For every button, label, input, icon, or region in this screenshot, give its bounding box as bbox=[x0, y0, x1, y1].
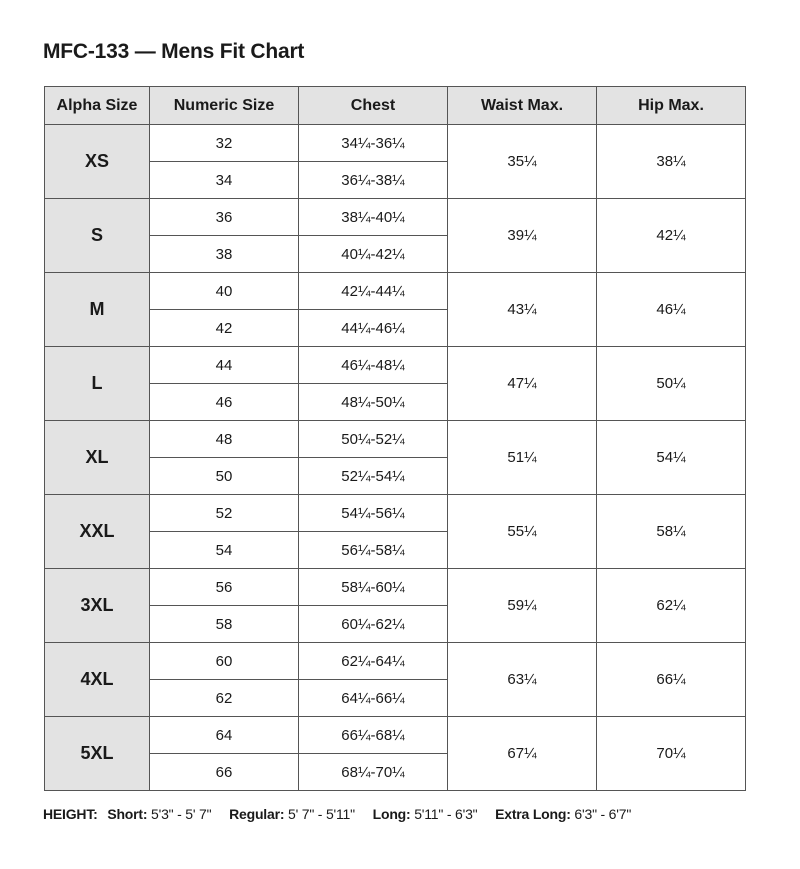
waist-max-cell: 51¼ bbox=[448, 421, 597, 495]
chest-cell: 48¼-50¼ bbox=[299, 384, 448, 421]
numeric-size-cell: 60 bbox=[150, 643, 299, 680]
hip-max-cell: 54¼ bbox=[597, 421, 746, 495]
height-label: HEIGHT: bbox=[43, 806, 98, 822]
numeric-size-cell: 34 bbox=[150, 162, 299, 199]
waist-max-cell: 67¼ bbox=[448, 717, 597, 791]
height-long-label: Long: bbox=[372, 806, 411, 822]
numeric-size-cell: 32 bbox=[150, 125, 299, 162]
numeric-size-cell: 42 bbox=[150, 310, 299, 347]
table-body bbox=[45, 125, 746, 791]
alpha-size-cell: 4XL bbox=[45, 643, 150, 717]
chest-cell: 66¼-68¼ bbox=[299, 717, 448, 754]
header-alpha-size: Alpha Size bbox=[45, 87, 150, 125]
numeric-size-cell: 44 bbox=[150, 347, 299, 384]
alpha-size-cell: 3XL bbox=[45, 569, 150, 643]
numeric-size-cell: 64 bbox=[150, 717, 299, 754]
alpha-size-cell: XXL bbox=[45, 495, 150, 569]
table-row bbox=[45, 643, 746, 680]
height-short-value: 5'3" - 5' 7" bbox=[151, 806, 212, 822]
waist-max-cell: 43¼ bbox=[448, 273, 597, 347]
chest-cell: 56¼-58¼ bbox=[299, 532, 448, 569]
chest-cell: 50¼-52¼ bbox=[299, 421, 448, 458]
numeric-size-cell: 52 bbox=[150, 495, 299, 532]
numeric-size-cell: 62 bbox=[150, 680, 299, 717]
numeric-size-cell: 48 bbox=[150, 421, 299, 458]
numeric-size-cell: 46 bbox=[150, 384, 299, 421]
hip-max-cell: 50¼ bbox=[597, 347, 746, 421]
chest-cell: 34¼-36¼ bbox=[299, 125, 448, 162]
header-numeric-size: Numeric Size bbox=[150, 87, 299, 125]
table-row bbox=[45, 421, 746, 458]
header-row bbox=[45, 87, 746, 125]
waist-max-cell: 47¼ bbox=[448, 347, 597, 421]
table-row bbox=[45, 125, 746, 162]
header-chest: Chest bbox=[299, 87, 448, 125]
numeric-size-cell: 56 bbox=[150, 569, 299, 606]
table-row bbox=[45, 273, 746, 310]
hip-max-cell: 58¼ bbox=[597, 495, 746, 569]
alpha-size-cell: XL bbox=[45, 421, 150, 495]
alpha-size-cell: L bbox=[45, 347, 150, 421]
height-long bbox=[373, 806, 478, 822]
chest-cell: 54¼-56¼ bbox=[299, 495, 448, 532]
chest-cell: 64¼-66¼ bbox=[299, 680, 448, 717]
numeric-size-cell: 66 bbox=[150, 754, 299, 791]
numeric-size-cell: 54 bbox=[150, 532, 299, 569]
height-extra-long-label: Extra Long: bbox=[495, 806, 571, 822]
table-row bbox=[45, 347, 746, 384]
chest-cell: 44¼-46¼ bbox=[299, 310, 448, 347]
chest-cell: 36¼-38¼ bbox=[299, 162, 448, 199]
hip-max-cell: 66¼ bbox=[597, 643, 746, 717]
numeric-size-cell: 38 bbox=[150, 236, 299, 273]
hip-max-cell: 38¼ bbox=[597, 125, 746, 199]
table-row bbox=[45, 717, 746, 754]
header-hip-max: Hip Max. bbox=[597, 87, 746, 125]
table-row bbox=[45, 495, 746, 532]
numeric-size-cell: 50 bbox=[150, 458, 299, 495]
waist-max-cell: 63¼ bbox=[448, 643, 597, 717]
numeric-size-cell: 40 bbox=[150, 273, 299, 310]
height-legend bbox=[43, 806, 645, 822]
chest-cell: 68¼-70¼ bbox=[299, 754, 448, 791]
chest-cell: 42¼-44¼ bbox=[299, 273, 448, 310]
height-short bbox=[107, 806, 211, 822]
hip-max-cell: 42¼ bbox=[597, 199, 746, 273]
height-short-label: Short: bbox=[107, 806, 148, 822]
chest-cell: 46¼-48¼ bbox=[299, 347, 448, 384]
waist-max-cell: 39¼ bbox=[448, 199, 597, 273]
chest-cell: 58¼-60¼ bbox=[299, 569, 448, 606]
alpha-size-cell: XS bbox=[45, 125, 150, 199]
chest-cell: 62¼-64¼ bbox=[299, 643, 448, 680]
waist-max-cell: 35¼ bbox=[448, 125, 597, 199]
chest-cell: 38¼-40¼ bbox=[299, 199, 448, 236]
chest-cell: 52¼-54¼ bbox=[299, 458, 448, 495]
height-extra-long bbox=[495, 806, 631, 822]
height-regular bbox=[229, 806, 355, 822]
chest-cell: 40¼-42¼ bbox=[299, 236, 448, 273]
height-regular-value: 5' 7" - 5'11" bbox=[288, 806, 355, 822]
height-long-value: 5'11" - 6'3" bbox=[414, 806, 478, 822]
numeric-size-cell: 36 bbox=[150, 199, 299, 236]
height-regular-label: Regular: bbox=[229, 806, 285, 822]
hip-max-cell: 70¼ bbox=[597, 717, 746, 791]
chest-cell: 60¼-62¼ bbox=[299, 606, 448, 643]
table-row bbox=[45, 199, 746, 236]
hip-max-cell: 46¼ bbox=[597, 273, 746, 347]
waist-max-cell: 55¼ bbox=[448, 495, 597, 569]
hip-max-cell: 62¼ bbox=[597, 569, 746, 643]
alpha-size-cell: 5XL bbox=[45, 717, 150, 791]
header-waist-max: Waist Max. bbox=[448, 87, 597, 125]
numeric-size-cell: 58 bbox=[150, 606, 299, 643]
page-title: MFC-133 — Mens Fit Chart bbox=[43, 40, 305, 63]
height-extra-long-value: 6'3" - 6'7" bbox=[574, 806, 632, 822]
alpha-size-cell: M bbox=[45, 273, 150, 347]
fit-chart-table bbox=[44, 86, 746, 791]
table-row bbox=[45, 569, 746, 606]
alpha-size-cell: S bbox=[45, 199, 150, 273]
waist-max-cell: 59¼ bbox=[448, 569, 597, 643]
